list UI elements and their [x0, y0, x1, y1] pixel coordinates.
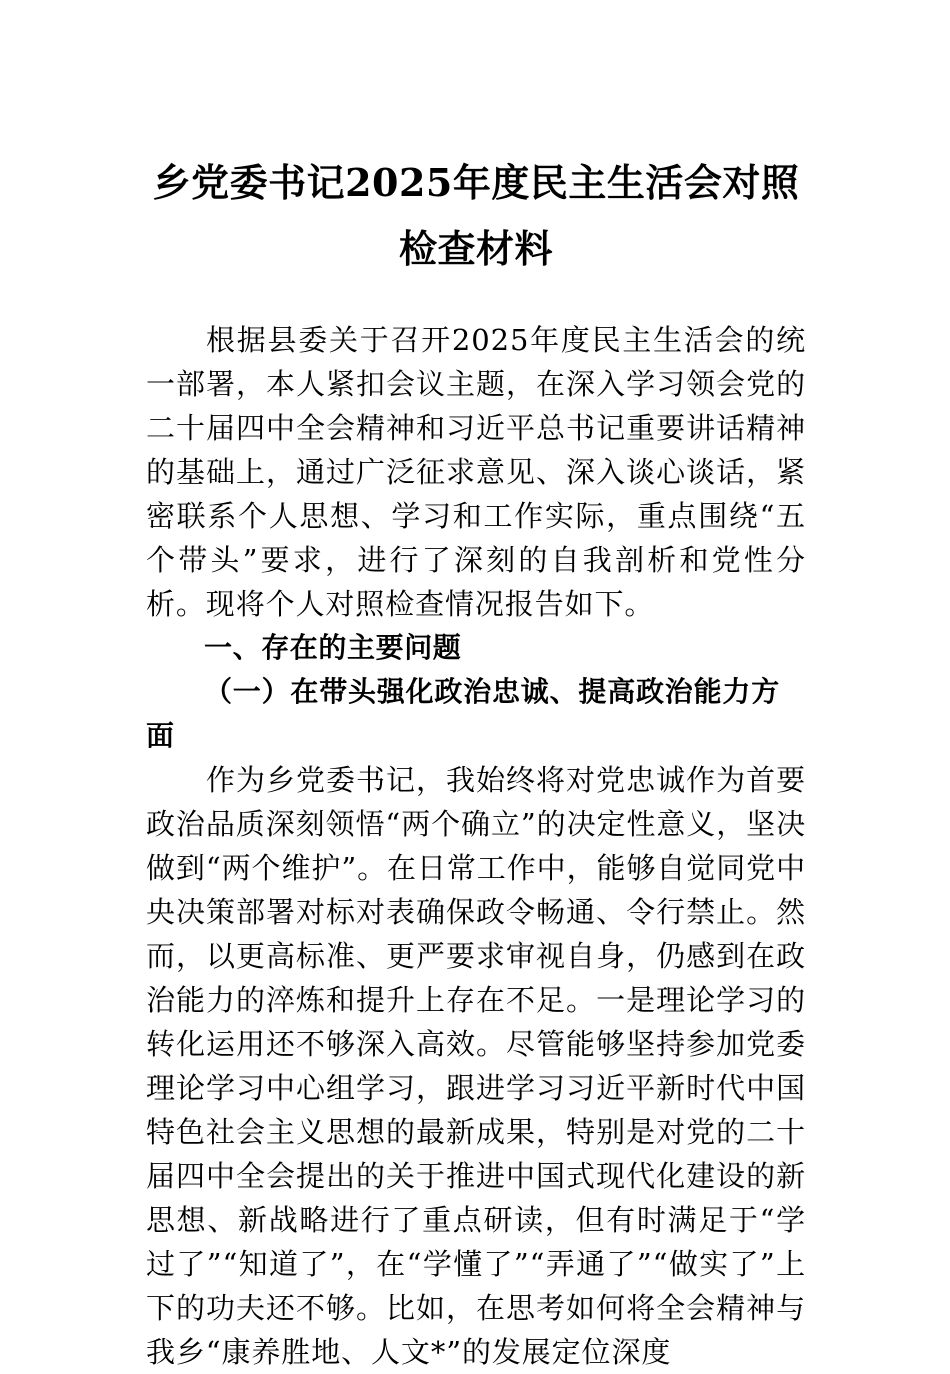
- section-body-paragraph: 作为乡党委书记，我始终将对党忠诚作为首要政治品质深刻领悟“两个确立”的决定性意义，坚决做到“两个维护”。在日常工作中，能够自觉同党中央决策部署对标对表确保政令畅通、令行禁止。然而，以更高标准、更严要求审视自身，仍感到在政治能力的淬炼和提升上存在不足。一是理论学习的转化运用还不够深入高效。尽管能够坚持参加党委理论学习中心组学习，跟进学习习近平新时代中国特色社会主义思想的最新成果，特别是对党的二十届四中全会提出的关于推进中国式现代化建设的新思想、新战略进行了重点研读，但有时满足于“学过了”“知道了”，在“学懂了”“弄通了”“做实了”上下的功夫还不够。比如，在思考如何将全会精神与我乡“康养胜地、人文*”的发展定位深度: [146, 763, 806, 1369]
- section-heading-level-2: （一）在带头强化政治忠诚、提高政治能力方面: [146, 675, 781, 752]
- intro-paragraph: 根据县委关于召开2025年度民主生活会的统一部署，本人紧扣会议主题，在深入学习领会党的二十届四中全会精神和习近平总书记重要讲话精神的基础上，通过广泛征求意见、深入谈心谈话，紧密联系个人思想、学习和工作实际，重点围绕“五个带头”要求，进行了深刻的自我剖析和党性分析。现将个人对照检查情况报告如下。: [146, 323, 806, 621]
- section-heading-level-1: 一、存在的主要问题: [204, 631, 462, 664]
- page-text-column: [146, 0, 806, 1374]
- page-title: 乡党委书记2025年度民主生活会对照检查材料: [152, 160, 800, 271]
